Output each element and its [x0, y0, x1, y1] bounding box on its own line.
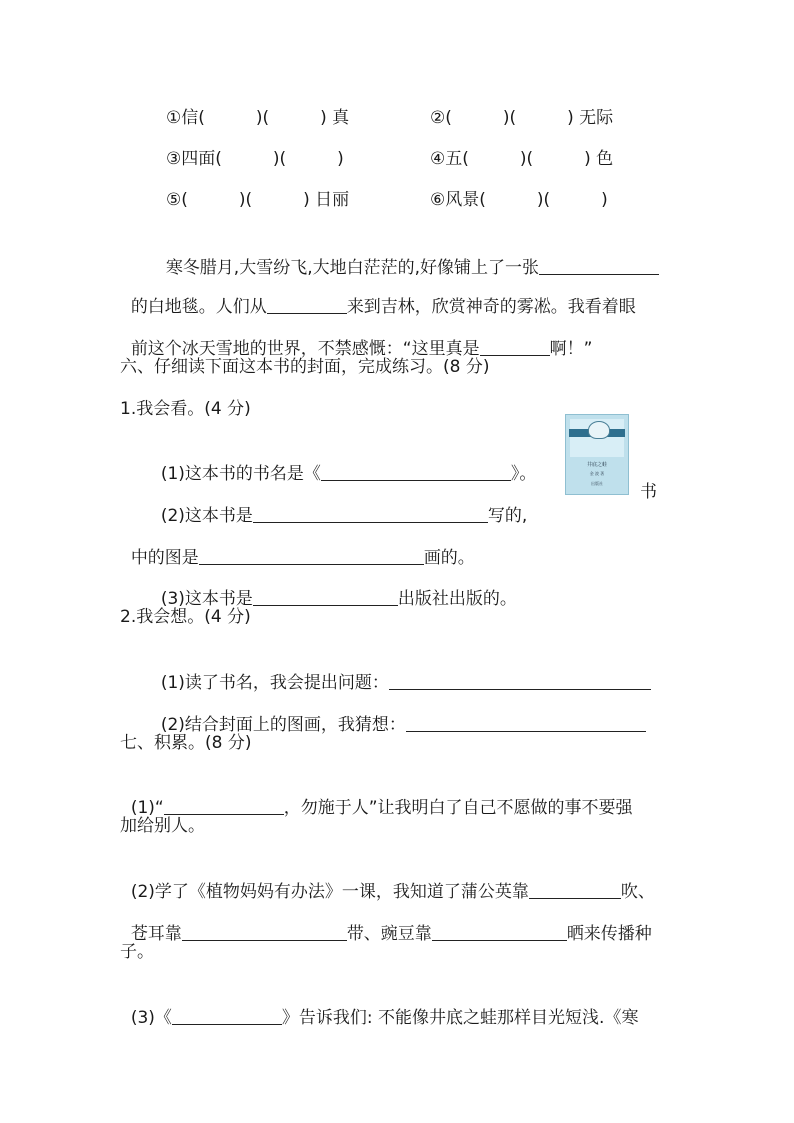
question-text: (1)这本书的书名是《: [160, 464, 321, 484]
cover-title: 井底之蛙: [586, 462, 607, 468]
answer-blank[interactable]: [389, 671, 651, 690]
s7-p3: [120, 982, 638, 1030]
passage-text: 前这个冰天雪地的世界，不禁感慨：“这里真是: [130, 339, 480, 359]
passage-text: 啊！”: [549, 339, 593, 359]
book-cover-image: [565, 414, 629, 495]
answer-blank[interactable]: [480, 337, 550, 356]
s7-p2: [120, 856, 655, 904]
idiom-3: ③四面( )( ): [166, 149, 344, 169]
question-text: (1)读了书名，我会提出问题：: [160, 673, 389, 693]
s7-p1-cont: 加给别人。: [120, 816, 205, 836]
answer-blank[interactable]: [406, 713, 646, 732]
passage-text: 来到吉林，欣赏神奇的雾凇。我看着眼: [346, 297, 636, 317]
s7-p2-end: 子。: [120, 942, 154, 962]
idiom-5: ⑤( )( ) 日丽: [166, 190, 350, 210]
q2-title: 2.我会想。(4 分): [120, 607, 251, 627]
q2-2: [150, 689, 646, 737]
s7-p1: [120, 772, 633, 820]
q1-1: [150, 438, 536, 486]
cover-author: 金 波 著: [589, 471, 605, 476]
question-text: 苍耳靠: [130, 924, 182, 944]
q1-2: [150, 480, 527, 528]
question-text: (2)这本书是: [160, 506, 253, 526]
question-text: (2)结合封面上的图画，我猜想：: [160, 715, 406, 735]
q1-2-tail: 书: [640, 482, 657, 502]
answer-blank[interactable]: [529, 880, 621, 899]
passage-line-3: [120, 313, 592, 361]
answer-blank[interactable]: [253, 504, 488, 523]
idiom-2: ②( )( ) 无际: [430, 108, 614, 128]
answer-blank[interactable]: [321, 462, 511, 481]
q2-1: [150, 647, 651, 695]
answer-blank[interactable]: [182, 922, 347, 941]
question-text: (2)学了《植物妈妈有办法》一课，我知道了蒲公英靠: [130, 882, 529, 902]
idiom-1: ①信( )( ) 真: [166, 108, 350, 128]
cover-publisher: 出版社: [591, 481, 603, 486]
section-6-heading: 六、仔细读下面这本书的封面，完成练习。(8 分): [120, 357, 490, 377]
question-text: 晒来传播种: [566, 924, 652, 944]
question-text: 画的。: [423, 548, 475, 568]
question-text: 吹、: [620, 882, 655, 902]
answer-blank[interactable]: [164, 796, 284, 815]
question-text: 出版社出版的。: [397, 589, 517, 609]
section-7-heading: 七、积累。(8 分): [120, 733, 252, 753]
s7-p2-cont: [120, 898, 652, 946]
question-text: (3)这本书是: [160, 589, 253, 609]
passage-text: 寒冬腊月,大雪纷飞,大地白茫茫的,好像铺上了一张: [165, 258, 540, 278]
question-text: 写的,: [487, 506, 528, 526]
question-text: 中的图是: [130, 548, 199, 568]
answer-blank[interactable]: [267, 295, 347, 314]
idiom-4: ④五( )( ) 色: [430, 149, 614, 169]
question-text: ，勿施于人”让我明白了自己不愿做的事不要强: [283, 798, 633, 818]
answer-blank[interactable]: [172, 1006, 282, 1025]
answer-blank[interactable]: [253, 587, 398, 606]
question-text: 带、豌豆靠: [346, 924, 432, 944]
q1-3: [150, 563, 517, 611]
question-text: (1)“: [130, 798, 164, 818]
question-text: 》。: [510, 464, 537, 484]
passage-text: 的白地毯。人们从: [130, 297, 267, 317]
question-text: 》告诉我们: 不能像井底之蛙那样目光短浅.《寒: [281, 1008, 639, 1028]
question-text: (3)《: [130, 1008, 172, 1028]
idiom-6: ⑥风景( )( ): [430, 190, 608, 210]
q1-title: 1.我会看。(4 分): [120, 399, 251, 419]
answer-blank[interactable]: [432, 922, 567, 941]
passage-line-2: [120, 271, 636, 319]
frog-icon: [588, 421, 610, 439]
